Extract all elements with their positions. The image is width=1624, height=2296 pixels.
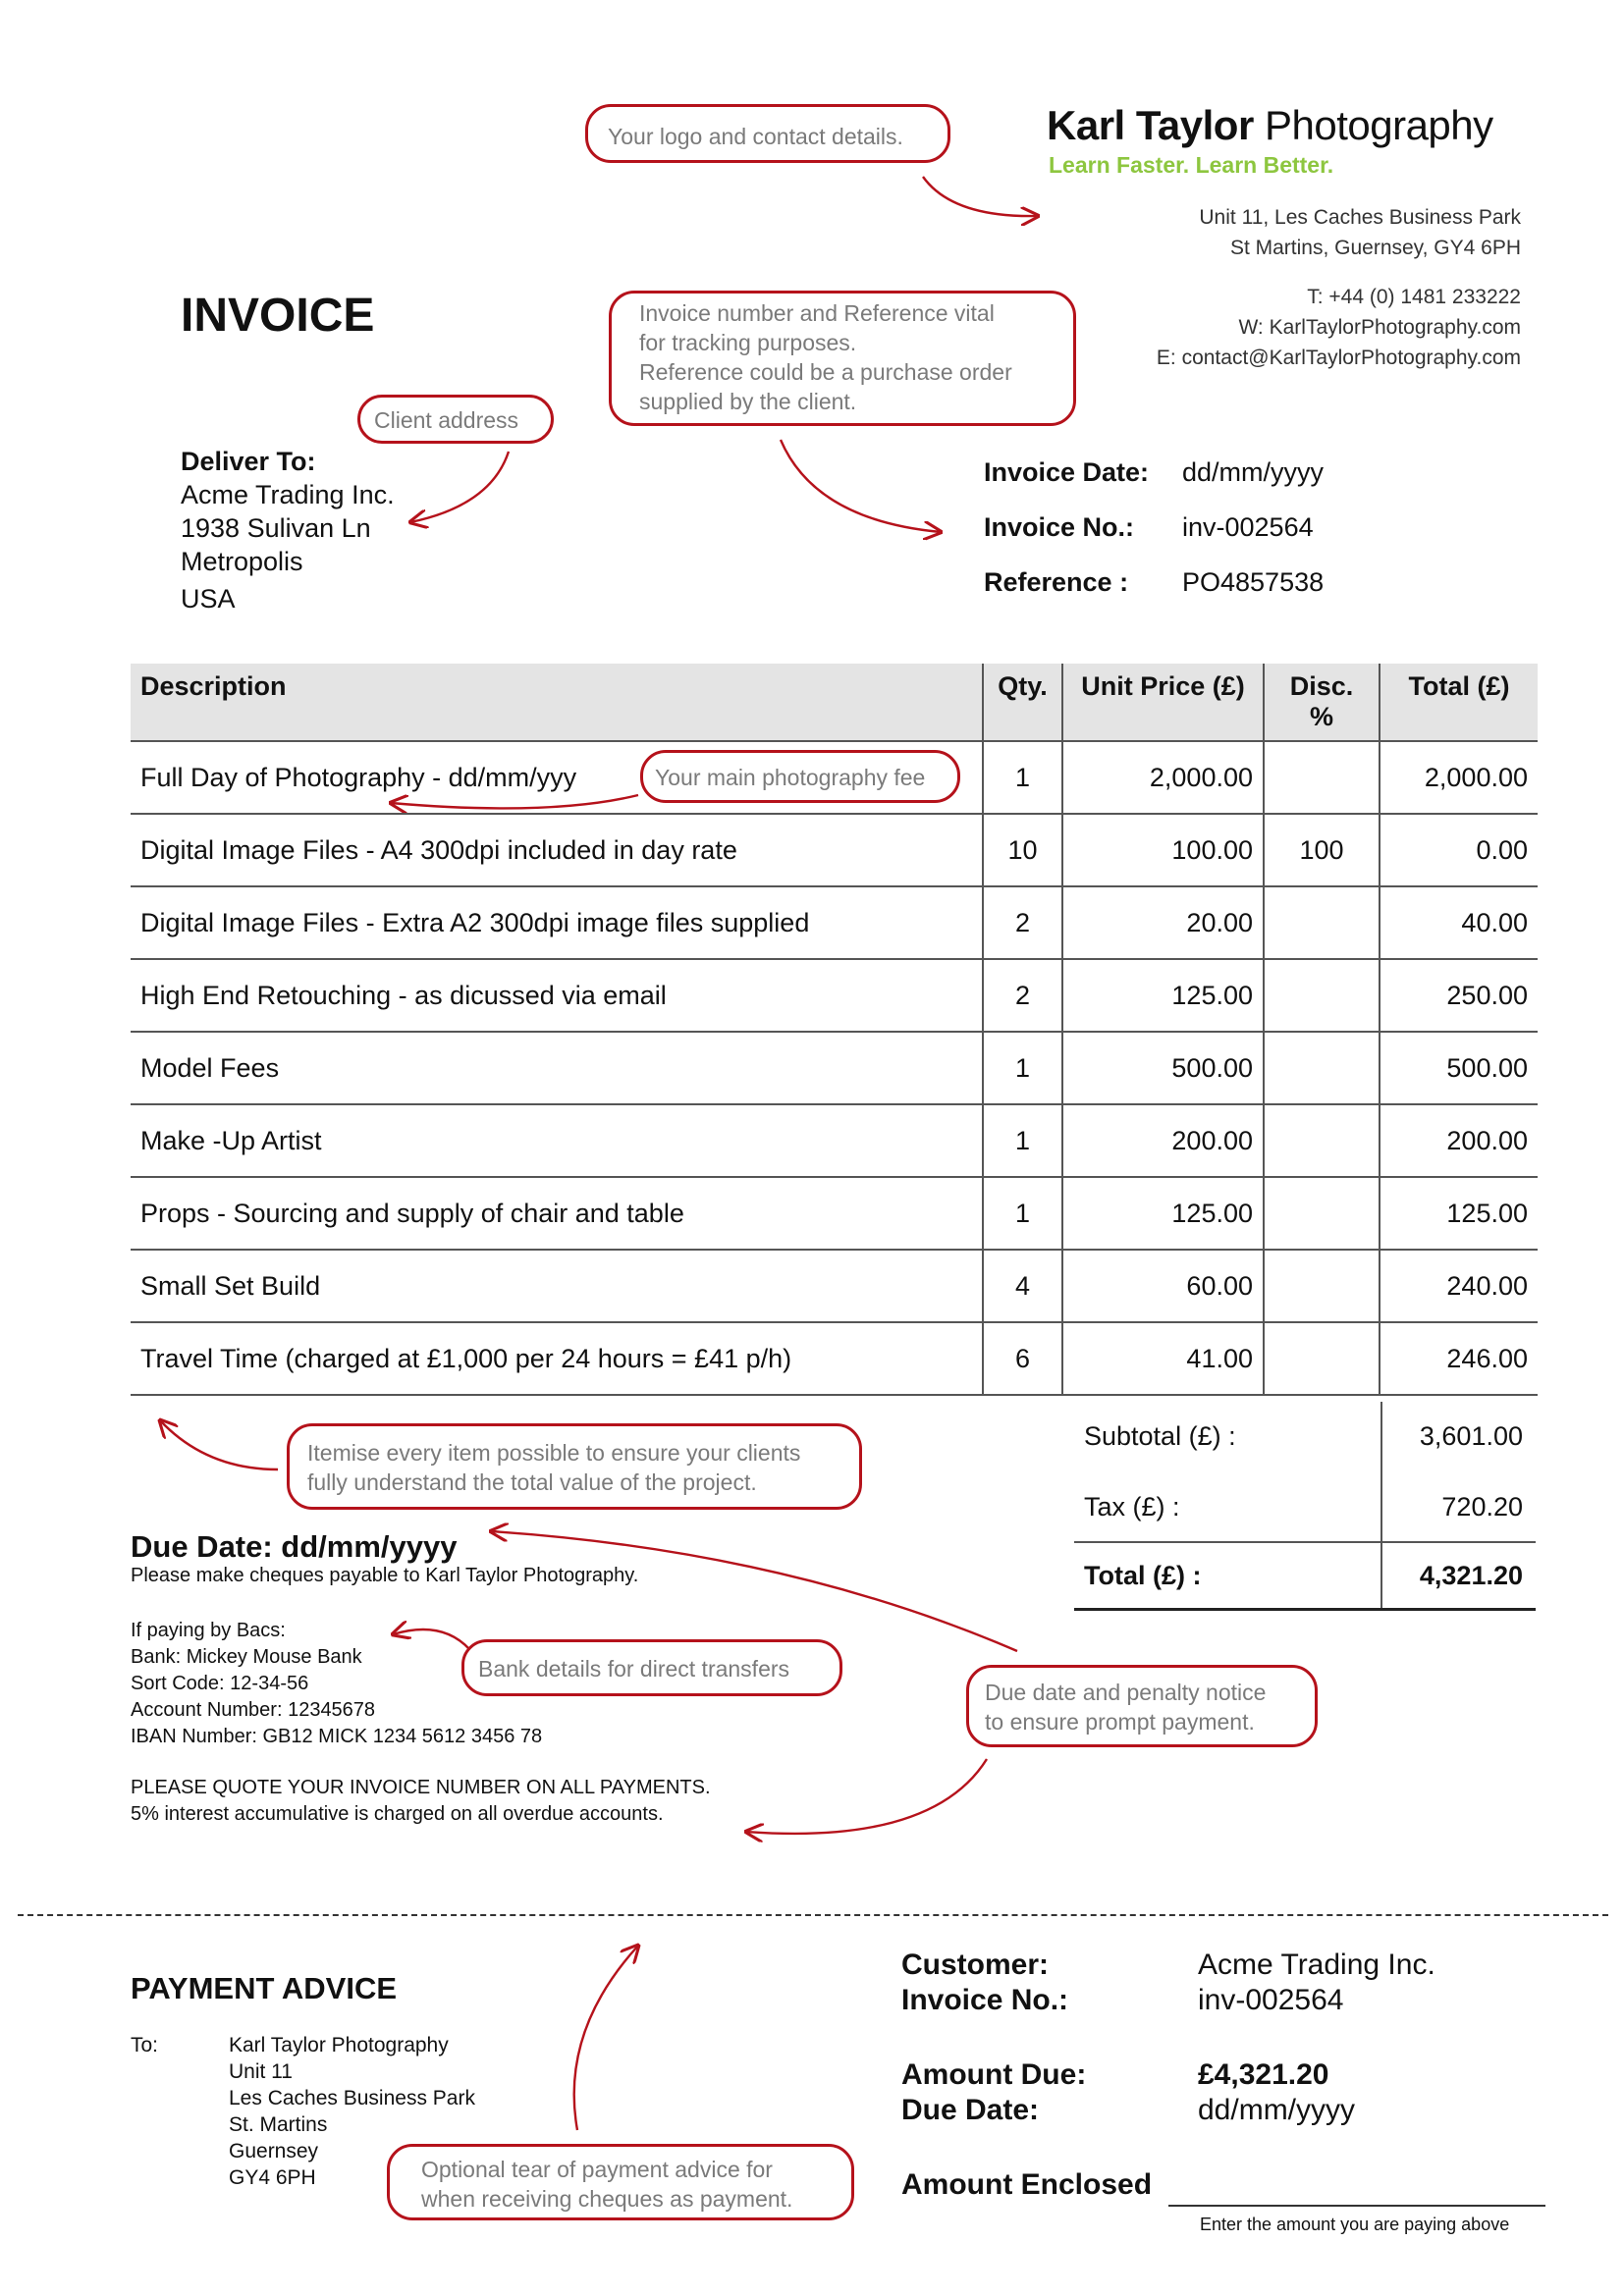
total-value: 4,321.20	[1419, 1561, 1523, 1590]
cell-total: 500.00	[1380, 1032, 1538, 1104]
annotation-client: Client address	[357, 395, 554, 444]
tax-value: 720.20	[1441, 1492, 1523, 1522]
company-contact: T: +44 (0) 1481 233222 W: KarlTaylorPhotography.com E: contact@KarlTaylorPhotography.com	[1156, 286, 1521, 369]
cell-qty: 1	[983, 1177, 1062, 1250]
cell-total: 246.00	[1380, 1322, 1538, 1395]
cell-total: 250.00	[1380, 959, 1538, 1032]
pa-invoice-value: inv-002564	[1198, 1984, 1344, 2016]
invoice-number-row: Invoice No.: inv-002564	[984, 512, 1314, 542]
cell-total: 125.00	[1380, 1177, 1538, 1250]
cell-qty: 1	[983, 1104, 1062, 1177]
cell-unit-price: 500.00	[1062, 1032, 1264, 1104]
cell-discount	[1264, 1250, 1380, 1322]
table-row	[131, 1177, 1538, 1250]
customer-label: Customer:	[901, 1949, 1050, 1981]
cell-description: High End Retouching - as dicussed via email	[131, 959, 983, 1032]
amount-due-label: Amount Due:	[901, 2058, 1087, 2091]
total-row: Total (£) :	[1084, 1561, 1202, 1590]
due-date-label: Due Date:	[901, 2094, 1040, 2126]
amount-due-value: £4,321.20	[1198, 2058, 1329, 2091]
cell-unit-price: 125.00	[1062, 959, 1264, 1032]
cell-description: Digital Image Files - A4 300dpi included in day rate	[131, 814, 983, 886]
cell-description: Make -Up Artist	[131, 1104, 983, 1177]
cell-unit-price: 100.00	[1062, 814, 1264, 886]
col-unit-price: Unit Price (£)	[1062, 664, 1264, 741]
cell-unit-price: 200.00	[1062, 1104, 1264, 1177]
invoice-reference-row: Reference : PO4857538	[984, 567, 1325, 597]
totals-bottom-rule	[1074, 1608, 1536, 1611]
deliver-to: Deliver To: Acme Trading Inc. 1938 Sulivan Ln Metropolis USA	[181, 447, 395, 614]
amount-enclosed-label: Amount Enclosed	[901, 2168, 1153, 2201]
tear-line	[18, 1914, 1608, 1916]
table-row	[131, 959, 1538, 1032]
annotation-fee: Your main photography fee	[640, 750, 960, 803]
subtotal-row: Subtotal (£) :	[1084, 1421, 1236, 1451]
annotation-tear: Optional tear of payment advice for when receiving cheques as payment.	[387, 2144, 854, 2220]
totals-divider	[1380, 1402, 1382, 1608]
arrow-client	[410, 452, 509, 522]
table-row	[131, 1322, 1538, 1395]
annotation-bank: Bank details for direct transfers	[461, 1639, 842, 1696]
table-header	[131, 664, 1538, 741]
payment-advice-to-label: To:	[131, 2034, 159, 2056]
cell-total: 200.00	[1380, 1104, 1538, 1177]
cell-description: Model Fees	[131, 1032, 983, 1104]
col-discount: Disc. %	[1264, 664, 1380, 741]
cell-discount	[1264, 741, 1380, 814]
cell-unit-price: 60.00	[1062, 1250, 1264, 1322]
table-row	[131, 1250, 1538, 1322]
company-address: Unit 11, Les Caches Business Park St Martins, Guernsey, GY4 6PH	[1199, 206, 1521, 259]
arrow-logo	[923, 177, 1038, 216]
cell-description: Digital Image Files - Extra A2 300dpi image files supplied	[131, 886, 983, 959]
cell-discount	[1264, 886, 1380, 959]
totals-rule	[1074, 1541, 1536, 1543]
cell-description: Small Set Build	[131, 1250, 983, 1322]
subtotal-value: 3,601.00	[1419, 1421, 1523, 1451]
annotation-itemise: Itemise every item possible to ensure your clients fully understand the total value of the project.	[287, 1423, 862, 1510]
arrow-tear	[574, 1946, 638, 2130]
pa-invoice-label: Invoice No.:	[901, 1984, 1069, 2016]
col-qty: Qty.	[983, 664, 1062, 741]
amount-enclosed-line[interactable]	[1168, 2205, 1545, 2207]
arrow-penalty	[746, 1759, 987, 1834]
table-row	[131, 886, 1538, 959]
cell-discount	[1264, 1177, 1380, 1250]
arrow-invoice-number	[781, 440, 941, 532]
cell-qty: 4	[983, 1250, 1062, 1322]
tax-row: Tax (£) :	[1084, 1492, 1180, 1522]
annotation-invoice-number: Invoice number and Reference vital for tracking purposes. Reference could be a purchase order supplied by the client.	[609, 291, 1076, 426]
table-row	[131, 814, 1538, 886]
due-date-value: dd/mm/yyyy	[1198, 2094, 1356, 2126]
amount-enclosed-hint: Enter the amount you are paying above	[1200, 2215, 1510, 2234]
cell-qty: 1	[983, 1032, 1062, 1104]
col-total: Total (£)	[1380, 664, 1538, 741]
bank-details: If paying by Bacs: Bank: Mickey Mouse Bank Sort Code: 12-34-56 Account Number: 12345678 IBAN Number: GB12 MICK 1234 5612 3456 78	[131, 1620, 543, 1747]
cell-discount	[1264, 1032, 1380, 1104]
cell-discount	[1264, 1104, 1380, 1177]
cell-qty: 2	[983, 959, 1062, 1032]
cell-qty: 1	[983, 741, 1062, 814]
arrow-due-date	[491, 1531, 1017, 1651]
cell-total: 0.00	[1380, 814, 1538, 886]
cell-unit-price: 41.00	[1062, 1322, 1264, 1395]
cell-total: 40.00	[1380, 886, 1538, 959]
cell-qty: 2	[983, 886, 1062, 959]
company-tagline: Learn Faster. Learn Better.	[1049, 152, 1334, 178]
company-name: Karl Taylor Photography	[1047, 102, 1493, 148]
cell-discount	[1264, 1322, 1380, 1395]
payment-advice-heading: PAYMENT ADVICE	[131, 1971, 398, 2005]
invoice-date-row: Invoice Date: dd/mm/yyyy	[984, 457, 1325, 487]
due-date-heading: Due Date: dd/mm/yyyy	[131, 1529, 458, 1564]
cell-description: Full Day of Photography - dd/mm/yyy	[131, 741, 983, 814]
table-row	[131, 1104, 1538, 1177]
cell-description: Props - Sourcing and supply of chair and table	[131, 1177, 983, 1250]
cell-total: 2,000.00	[1380, 741, 1538, 814]
col-description: Description	[131, 664, 983, 741]
cell-unit-price: 20.00	[1062, 886, 1264, 959]
cell-qty: 10	[983, 814, 1062, 886]
payment-notice: PLEASE QUOTE YOUR INVOICE NUMBER ON ALL PAYMENTS. 5% interest accumulative is charged on all overdue accounts.	[131, 1777, 711, 1825]
cell-discount	[1264, 959, 1380, 1032]
customer-value: Acme Trading Inc.	[1198, 1949, 1435, 1981]
cell-description: Travel Time (charged at £1,000 per 24 hours = £41 p/h)	[131, 1322, 983, 1395]
table-row	[131, 1032, 1538, 1104]
payment-advice-to-address: Karl Taylor Photography Unit 11 Les Caches Business Park St. Martins Guernsey GY4 6PH	[229, 2034, 475, 2189]
arrow-itemise	[160, 1420, 278, 1469]
page-title: INVOICE	[181, 290, 375, 342]
cell-qty: 6	[983, 1322, 1062, 1395]
cell-discount: 100	[1264, 814, 1380, 886]
annotation-logo: Your logo and contact details.	[585, 104, 950, 163]
cell-total: 240.00	[1380, 1250, 1538, 1322]
cell-unit-price: 125.00	[1062, 1177, 1264, 1250]
cell-unit-price: 2,000.00	[1062, 741, 1264, 814]
cheques-note: Please make cheques payable to Karl Taylor Photography.	[131, 1565, 639, 1586]
annotation-due: Due date and penalty notice to ensure prompt payment.	[966, 1665, 1318, 1747]
